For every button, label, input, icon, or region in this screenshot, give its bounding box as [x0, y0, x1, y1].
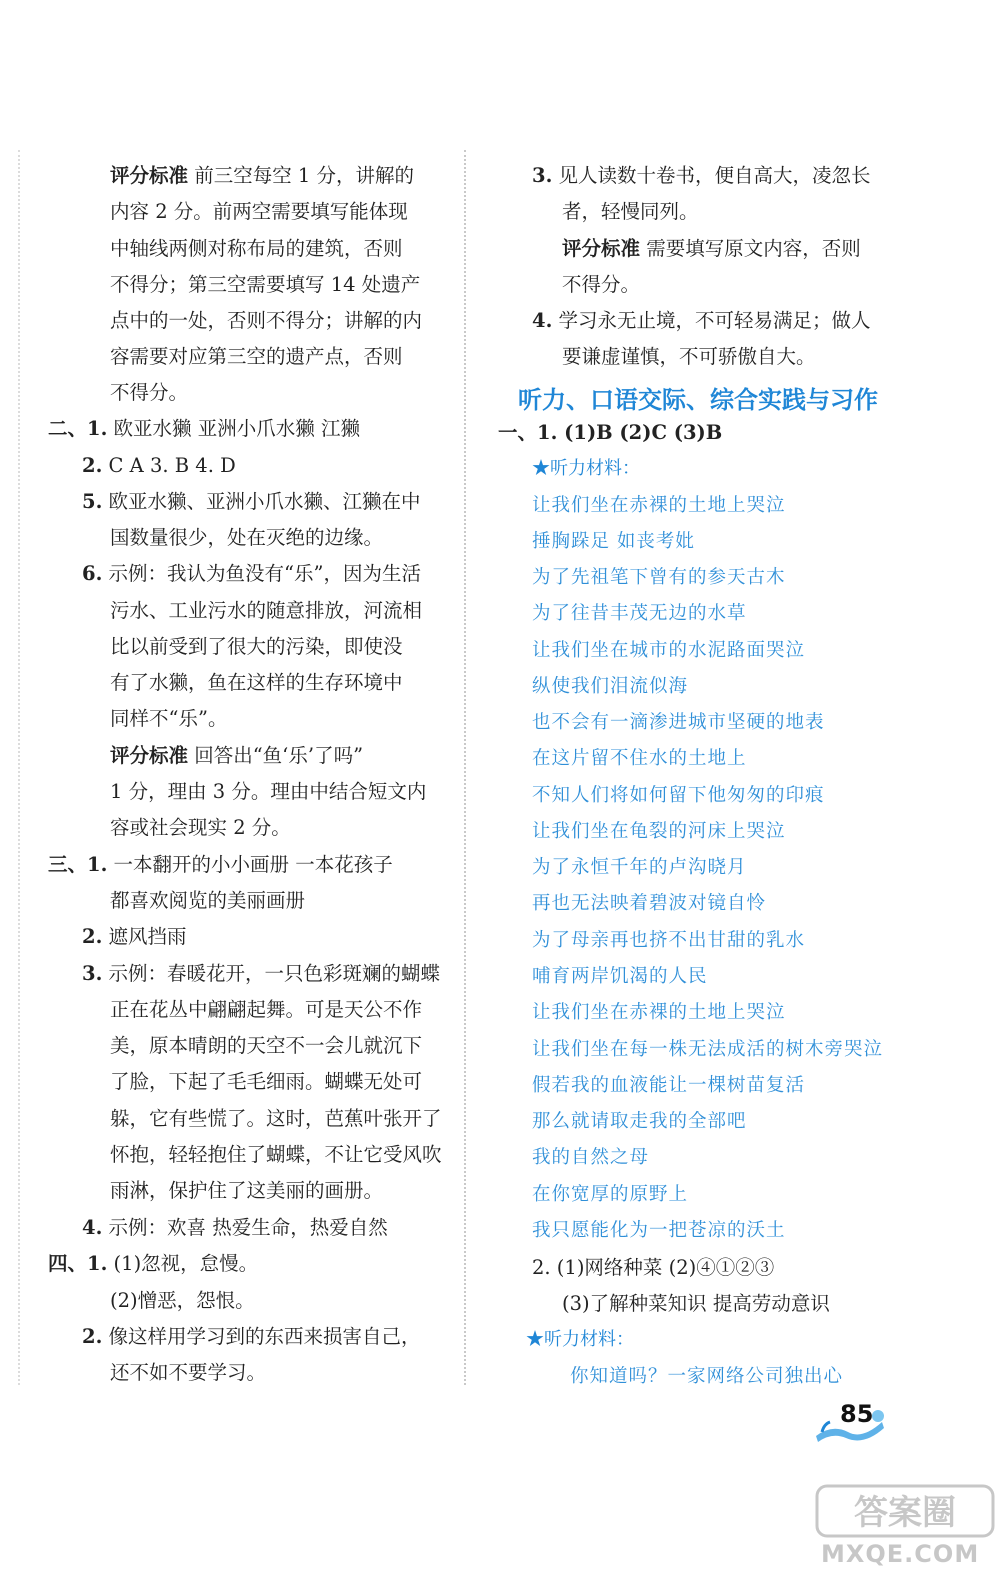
left-line: 怀抱，轻轻抱住了蝴蝶，不让它受风吹	[110, 1143, 442, 1166]
listening-label: ★听力材料：	[532, 458, 640, 479]
left-line: 比以前受到了很大的污染，即使没	[110, 635, 403, 658]
left-line: 三、1. 一本翻开的小小画册 一本花孩子	[48, 853, 393, 876]
q2-answer: 2. (1)网络种菜 (2)④①②③	[532, 1256, 775, 1279]
poem-line: 假若我的血液能让一棵树苗复活	[532, 1075, 806, 1096]
listening-text: 你知道吗？一家网络公司独出心	[570, 1366, 844, 1387]
section-heading: 听力、口语交际、综合实践与习作	[518, 386, 878, 414]
left-line: 正在花丛中翩翩起舞。可是天公不作	[110, 998, 423, 1021]
watermark-text: MXQE.COM	[821, 1540, 980, 1568]
left-line: 有了水獭，鱼在这样的生存环境中	[110, 671, 403, 694]
left-line: 躲，它有些慌了。这时，芭蕉叶张开了	[110, 1107, 442, 1130]
left-line: 不得分。	[110, 381, 189, 404]
poem-line: 我只愿能化为一把苍凉的沃土	[532, 1220, 786, 1241]
right-line: 3. 见人读数十卷书，便自高大，凌忽长	[532, 164, 871, 187]
poem-line: 为了母亲再也挤不出甘甜的乳水	[532, 930, 806, 951]
poem-line: 让我们坐在赤裸的土地上哭泣	[532, 495, 786, 516]
left-line: 4. 示例：欢喜 热爱生命，热爱自然	[82, 1216, 388, 1239]
poem-line: 哺育两岸饥渴的人民	[532, 966, 708, 987]
left-line: 2. 遮风挡雨	[82, 925, 187, 948]
left-line: 二、1. 欧亚水獭 亚洲小爪水獭 江獭	[48, 417, 360, 440]
poem-line: 为了先祖笔下曾有的参天古木	[532, 567, 786, 588]
left-line: 2. 像这样用学习到的东西来损害自己，	[82, 1325, 421, 1348]
left-line: 雨淋，保护住了这美丽的画册。	[110, 1179, 384, 1202]
left-line: (2)憎恶，怨恨。	[110, 1289, 255, 1312]
left-line: 5. 欧亚水獭、亚洲小爪水獭、江獭在中	[82, 490, 421, 513]
left-line: 点中的一处，否则不得分；讲解的内	[110, 309, 423, 332]
left-line: 都喜欢阅览的美丽画册	[110, 889, 306, 912]
right-line: 不得分。	[562, 273, 641, 296]
poem-line: 让我们坐在城市的水泥路面哭泣	[532, 640, 806, 661]
q1-answer: 一、1. (1)B (2)C (3)B	[498, 421, 723, 444]
poem-line: 纵使我们泪流似海	[532, 676, 689, 697]
watermark	[815, 1478, 995, 1570]
poem-line: 在这片留不住水的土地上	[532, 748, 747, 769]
right-line: 评分标准 需要填写原文内容，否则	[562, 237, 861, 260]
q2-answer-cont: (3)了解种菜知识 提高劳动意识	[562, 1292, 830, 1315]
column-divider	[464, 150, 466, 1385]
poem-line: 为了永恒千年的卢沟晓月	[532, 857, 747, 878]
left-line: 同样不“乐”。	[110, 707, 228, 730]
left-line: 2. C A 3. B 4. D	[82, 454, 236, 477]
listening-label: ★听力材料：	[526, 1329, 634, 1350]
page-edge-dotted-line	[18, 150, 20, 1385]
poem-line: 为了往昔丰茂无边的水草	[532, 603, 747, 624]
poem-line: 让我们坐在赤裸的土地上哭泣	[532, 1002, 786, 1023]
page-number: 85	[840, 1400, 874, 1428]
poem-line: 让我们坐在龟裂的河床上哭泣	[532, 821, 786, 842]
left-line: 容需要对应第三空的遗产点，否则	[110, 345, 403, 368]
left-line: 还不如不要学习。	[110, 1361, 267, 1384]
left-line: 不得分；第三空需要填写 14 处遗产	[110, 273, 421, 296]
left-line: 中轴线两侧对称布局的建筑，否则	[110, 237, 403, 260]
left-line: 容或社会现实 2 分。	[110, 816, 291, 839]
right-line: 者，轻慢同列。	[562, 200, 699, 223]
left-line: 四、1. (1)忽视，怠慢。	[48, 1252, 259, 1275]
poem-line: 再也无法映着碧波对镜自怜	[532, 893, 767, 914]
poem-line: 也不会有一滴渗进城市坚硬的地表	[532, 712, 825, 733]
poem-line: 让我们坐在每一株无法成活的树木旁哭泣	[532, 1039, 884, 1060]
left-line: 1 分，理由 3 分。理由中结合短文内	[110, 780, 427, 803]
svg-text:答案圈: 答案圈	[854, 1493, 956, 1533]
left-line: 评分标准 回答出“鱼‘乐’了吗”	[110, 744, 364, 767]
left-line: 污水、工业污水的随意排放，河流相	[110, 599, 423, 622]
poem-line: 那么就请取走我的全部吧	[532, 1111, 747, 1132]
left-line: 国数量很少，处在灭绝的边缘。	[110, 526, 384, 549]
poem-line: 我的自然之母	[532, 1147, 650, 1168]
right-line: 4. 学习永无止境，不可轻易满足；做人	[532, 309, 871, 332]
left-line: 内容 2 分。前两空需要填写能体现	[110, 200, 408, 223]
poem-line: 不知人们将如何留下他匆匆的印痕	[532, 785, 825, 806]
left-line: 了脸，下起了毛毛细雨。蝴蝶无处可	[110, 1070, 423, 1093]
page-number-badge	[812, 1402, 886, 1446]
right-line: 要谦虚谨慎，不可骄傲自大。	[562, 345, 816, 368]
poem-line: 捶胸跺足 如丧考妣	[532, 531, 695, 552]
poem-line: 在你宽厚的原野上	[532, 1184, 689, 1205]
left-line: 3. 示例：春暖花开，一只色彩斑斓的蝴蝶	[82, 962, 441, 985]
left-line: 美，原本晴朗的天空不一会儿就沉下	[110, 1034, 423, 1057]
left-line: 6. 示例：我认为鱼没有“乐”，因为生活	[82, 562, 421, 585]
left-line: 评分标准 前三空每空 1 分，讲解的	[110, 164, 415, 187]
